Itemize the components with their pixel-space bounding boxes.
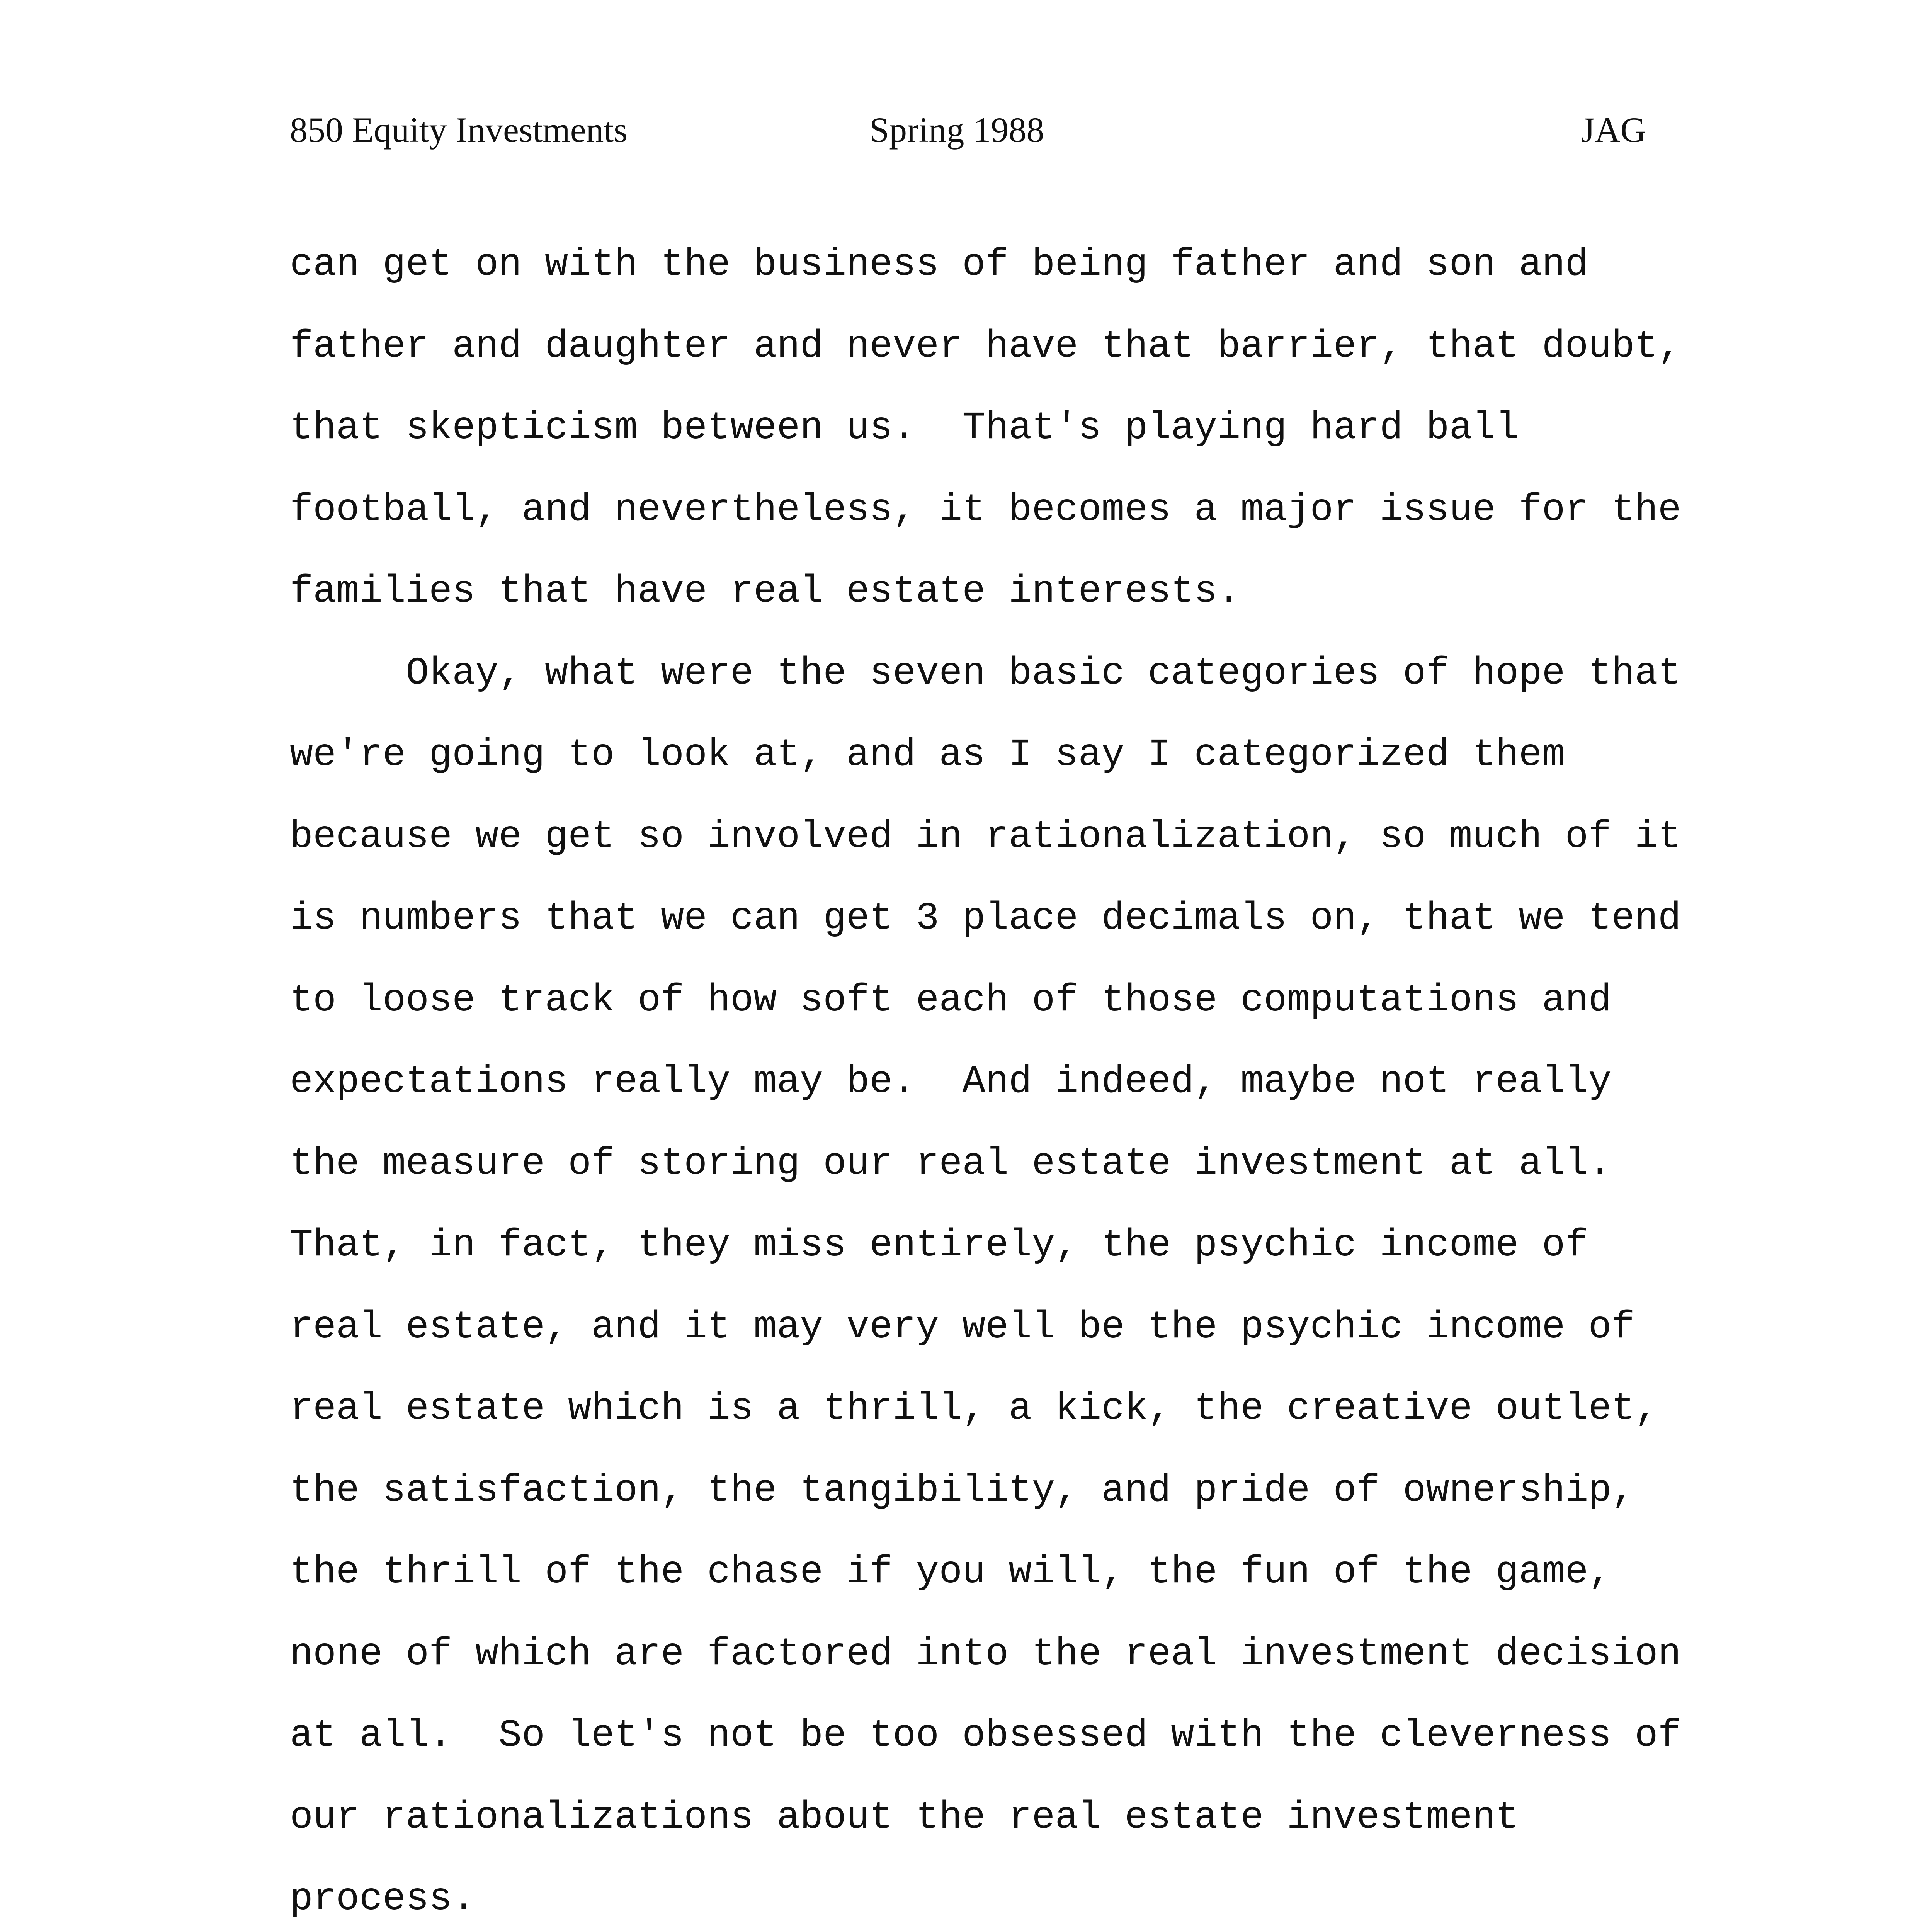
text-line: Okay, what were the seven basic categories of hope that (290, 651, 1681, 696)
text-line: football, and nevertheless, it becomes a major issue for the (290, 488, 1681, 532)
text-line: real estate which is a thrill, a kick, the creative outlet, (290, 1387, 1658, 1431)
text-line: because we get so involved in rationalization, so much of it (290, 815, 1681, 859)
text-line: real estate, and it may very well be the psychic income of (290, 1305, 1635, 1349)
text-line: expectations really may be. And indeed, maybe not really (290, 1060, 1612, 1104)
text-line: process. (290, 1878, 476, 1921)
text-line: father and daughter and never have that barrier, that doubt, (290, 325, 1681, 369)
text-line: the satisfaction, the tangibility, and pride of ownership, (290, 1469, 1635, 1513)
header-course: 850 Equity Investments (290, 110, 628, 150)
header-term: Spring 1988 (869, 110, 1044, 150)
text-line: at all. So let's not be too obsessed with the cleverness of (290, 1714, 1681, 1758)
text-line: families that have real estate interests. (290, 570, 1241, 614)
transcript-body (290, 224, 1719, 1932)
text-line: we're going to look at, and as I say I categorized them (290, 733, 1565, 777)
header-initials: JAG (1581, 110, 1646, 150)
text-line: our rationalizations about the real estate investment (290, 1796, 1519, 1840)
text-line: the measure of storing our real estate investment at all. (290, 1142, 1612, 1186)
text-line: is numbers that we can get 3 place decimals on, that we tend (290, 897, 1681, 940)
text-line: the thrill of the chase if you will, the fun of the game, (290, 1551, 1612, 1594)
text-line: can get on with the business of being father and son and (290, 243, 1588, 287)
text-line: to loose track of how soft each of those computations and (290, 978, 1612, 1022)
text-line: That, in fact, they miss entirely, the psychic income of (290, 1224, 1588, 1267)
text-line: none of which are factored into the real investment decision (290, 1632, 1681, 1676)
text-line: that skepticism between us. That's playing hard ball (290, 406, 1519, 450)
